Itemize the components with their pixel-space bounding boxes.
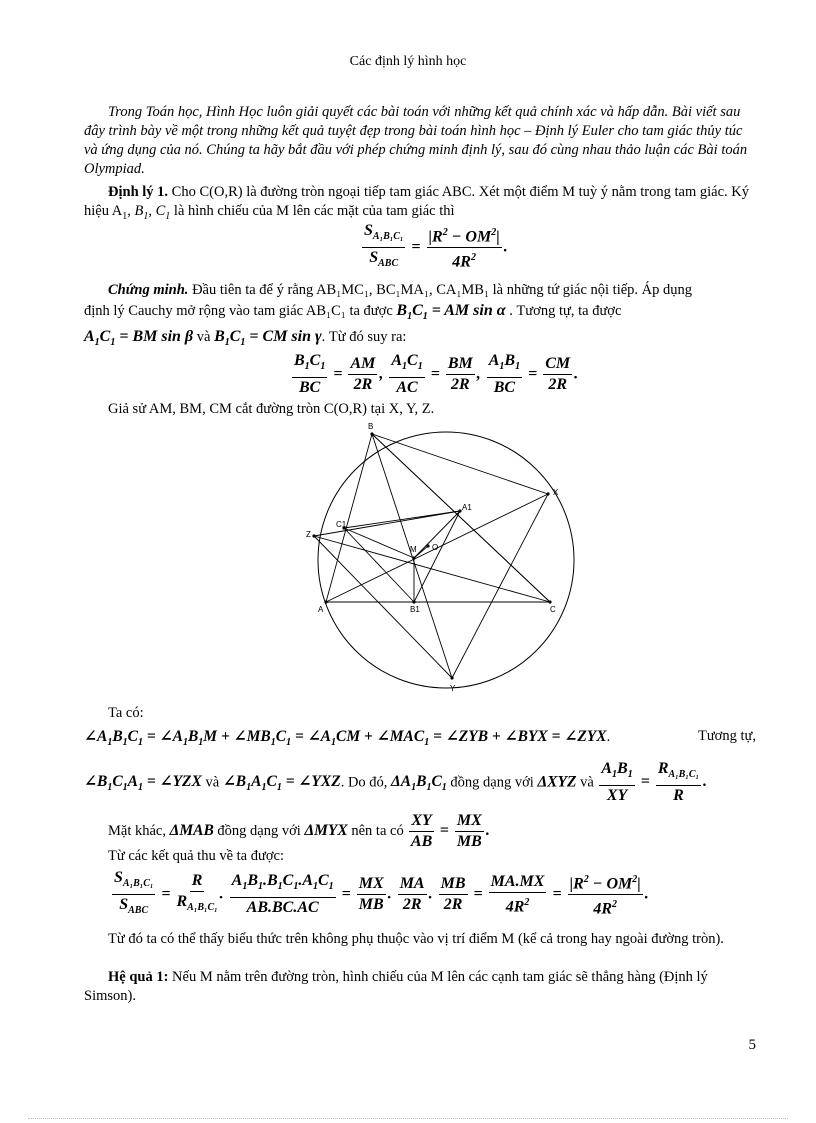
proof-paragraph (84, 281, 758, 300)
proof-text-3: . Tương tự, ta được (509, 303, 622, 319)
label-B: B (368, 422, 374, 431)
label-B1: B1 (410, 605, 420, 614)
tuong-tu: Tương tự, (697, 728, 756, 744)
label-M: M (410, 545, 417, 554)
dong-dang-voi-2: đồng dạng với (217, 823, 301, 840)
final-formula: $\frac{S_{A_1B_1C_1}}{S_{ABC}}$ = $\frac{R}{R_{A_1B_1C_1}}$ . $\frac{A_1B_1.B_1C_1.A_1C_1}{AB.BC.AC}$ = $\frac{MX}{MB}$ . $\frac{MA}{2R}$ . $\frac{MB}{2R}$ = $\frac{MA.MX}{4R^2}$ = $\frac{|R^2 - OM^2|}{4R^2}$ . (114, 869, 649, 918)
va-2: và (580, 774, 594, 791)
theorem-formula: $\frac{S_{A_1B_1C_1}}{S_{ABC}}$ = $\frac{|R^2 - OM^2|}{4R^2}$ . (364, 222, 508, 271)
geometry-figure (300, 420, 590, 700)
conclusion-paragraph: Từ đó ta có thể thấy biểu thức trên không phụ thuộc vào vị trí điểm M (kể cả trong hay ngoài đường tròn). (108, 931, 724, 947)
nen-ta-co: nên ta có (351, 823, 404, 840)
theorem-text-2: là hình chiếu của M lên các mặt của tam giác thì (173, 203, 455, 219)
label-C: C (550, 605, 556, 614)
proof-label: Chứng minh. (108, 282, 189, 298)
va-1: và (205, 774, 220, 791)
similar-line: $\angle B_1C_1A_1$ = ∠YZX và $\angle B_1A_1C_1$ = ∠YXZ. Do đó, $\Delta A_1B_1C_1$ đồng dạng với ΔXYZ và $\frac{A_1B_1}{XY}$ = $\frac{R_{A_1B_1C_1}}{R}$ . (84, 760, 707, 805)
page-bottom-divider (28, 1118, 788, 1119)
angle-equation-line: $\angle A_1B_1C_1$ = $\angle A_1B_1M$ + $\angle MB_1C_1$ = $\angle A_1CM$ + $\angle MAC_1$ = ∠ZYB + ∠BYX = ∠ZYX. (84, 728, 611, 749)
assume-paragraph: Giả sử AM, BM, CM cắt đường tròn C(O,R) tại X, Y, Z. (108, 401, 435, 417)
theorem-label: Định lý 1. (108, 184, 169, 200)
dong-dang-voi-1: đồng dạng với (450, 774, 534, 791)
theorem-text: Cho C(O,R) là đường tròn ngoại tiếp tam giác ABC. Xét một điểm M tuỳ ý nằm trong tam giác. Ký hiệu A (84, 184, 749, 219)
corollary-text: Nếu M nằm trên đường tròn, hình chiếu của M lên các cạnh tam giác sẽ thẳng hàng (Định lý Simson). (84, 969, 708, 1004)
corollary-label: Hệ quả 1: (108, 969, 169, 985)
corollary-paragraph (84, 968, 758, 1006)
theorem-paragraph: Định lý 1. Cho C(O,R) là đường tròn ngoại tiếp tam giác ABC. Xét một điểm M tuỳ ý nằm trong tam giác. Ký hiệu $A_1$, $B_1$, $C_1$ là hình chiếu của M lên các mặt của tam giác thì (84, 184, 749, 222)
mat-khac: Mặt khác, (108, 823, 166, 840)
proof-text-4: và (196, 329, 211, 345)
ratio-formula: $\frac{B_1C_1}{BC}$ = $\frac{AM}{2R}$ , $\frac{A_1C_1}{AC}$ = $\frac{BM}{2R}$ , $\frac{A_1B_1}{BC}$ = $\frac{CM}{2R}$ . (294, 352, 579, 397)
label-A: A (318, 605, 324, 614)
proof-text-1: Đầu tiên ta để ý rằng AB₁MC₁, BC₁MA₁, CA₁MB₁ là những tứ giác nội tiếp. Áp dụng (188, 282, 693, 298)
proof-text-2: định lý Cauchy mở rộng vào tam giác AB₁C₁ ta được (84, 303, 393, 319)
label-X: X (553, 488, 559, 497)
label-Y: Y (450, 684, 456, 693)
page-header: Các định lý hình học (349, 54, 467, 69)
page-number: 5 (748, 1037, 756, 1053)
proof-line-3: $A_1C_1$ = BM sin β và $B_1C_1$ = CM sin γ. Từ đó suy ra: (84, 328, 407, 349)
tu-cac-ket-qua: Từ các kết quả thu về ta được: (108, 848, 284, 864)
label-A1: A1 (462, 503, 472, 512)
proof-text-5: . Từ đó suy ra: (321, 329, 407, 345)
label-O: O (432, 543, 439, 552)
intro-paragraph: Trong Toán học, Hình Học luôn giải quyết các bài toán với những kết quả chính xác và hấp dẫn. Bài viết sau đây trình bày về một trong những kết quả tuyệt đẹp trong bài toán hình học – Định lý Euler cho tam giác thủy túc và ứng dụng của nó. Chúng ta hãy bắt đầu với phép chứng minh định lý, sau đó cùng nhau thảo luận các Bài toán Olympiad. (84, 104, 748, 177)
proof-line-2: định lý Cauchy mở rộng vào tam giác AB₁C₁ ta được $B_1C_1$ = AM sin α . Tương tự, ta được (84, 302, 622, 323)
mat-khac-line: Mặt khác, ΔMAB đồng dạng với ΔMYX nên ta có $\frac{XY}{AB}$ = $\frac{MX}{MB}$ . (108, 812, 490, 850)
label-Z: Z (306, 530, 311, 539)
label-C1: C1 (336, 520, 347, 529)
ta-co: Ta có: (108, 705, 144, 721)
do-do: . Do đó, (340, 774, 388, 791)
